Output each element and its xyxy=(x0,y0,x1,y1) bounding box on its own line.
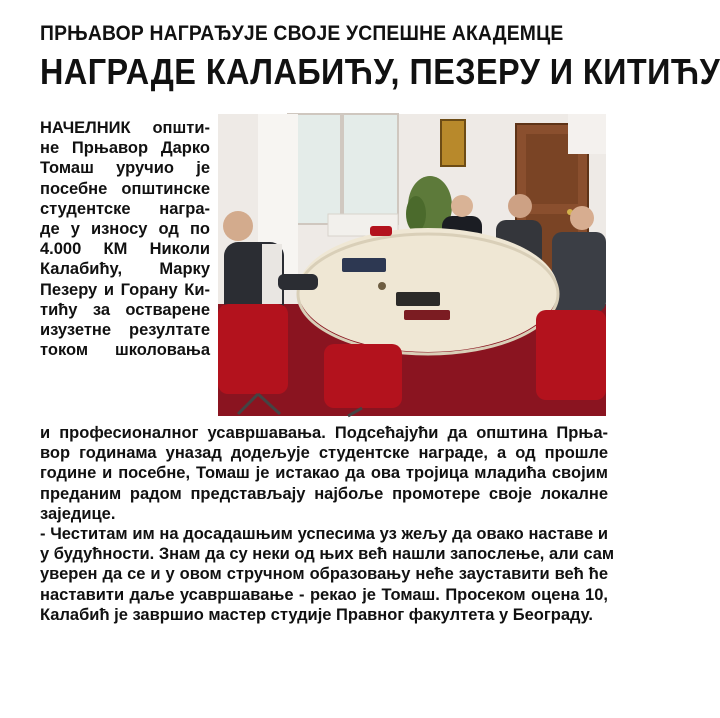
body-line: де у износу од по xyxy=(40,220,210,239)
body-line: Калабић је завршио мастер студије Правног факултета у Београду. xyxy=(40,605,593,624)
article-photo xyxy=(218,114,606,416)
body-line: уверен да се и у овом стручном образовању неће зауставити већ ће xyxy=(40,565,608,584)
body-line: године и посебне, Томаш је истакао да ова тројица младића својим xyxy=(40,464,608,483)
body-line: студентске награ- xyxy=(40,199,210,218)
article-headline: НАГРАДЕ КАЛАБИЋУ, ПЕЗЕРУ И КИТИЋУ xyxy=(40,51,720,92)
body-line: Калабићу, Марку xyxy=(40,260,210,279)
body-line: изузетне резултате xyxy=(40,321,210,340)
article-body-narrow xyxy=(40,118,210,360)
article-kicker: ПРЊАВОР НАГРАЂУЈЕ СВОЈЕ УСПЕШНЕ АКАДЕМЦЕ xyxy=(40,22,564,45)
meeting-photo xyxy=(218,114,606,416)
article-body-wide xyxy=(40,423,615,625)
body-line: НАЧЕЛНИК општи- xyxy=(40,119,210,137)
body-line: Пезеру и Горану Ки- xyxy=(40,280,210,299)
body-line: 4.000 КМ Николи xyxy=(40,240,210,259)
body-line: не Прњавор Дарко xyxy=(40,139,210,158)
body-line: посебне општинске xyxy=(40,179,210,198)
body-line: и професионалног усавршавања. Подсећајући да општина Прња- xyxy=(40,424,608,442)
body-line: вор годинама уназад додељује студентске награде, а од прошле xyxy=(40,444,608,463)
body-line: - Честитам им на досадашњим успесима уз жељу да овако наставе и xyxy=(40,525,608,544)
body-line: током школовања xyxy=(40,341,210,360)
body-line: тићу за остварене xyxy=(40,300,210,319)
body-line: у будућности. Знам да су неки од њих већ нашли запослење, али сам xyxy=(40,545,615,564)
body-line: Томаш уручио је xyxy=(40,159,210,178)
body-line: заједице. xyxy=(40,504,116,523)
body-line: наставити даље усавршавање - рекао је Томаш. Просеком оцена 10, xyxy=(40,585,608,604)
body-line: преданим радом представљају најбоље промотере своје локалне xyxy=(40,484,608,503)
